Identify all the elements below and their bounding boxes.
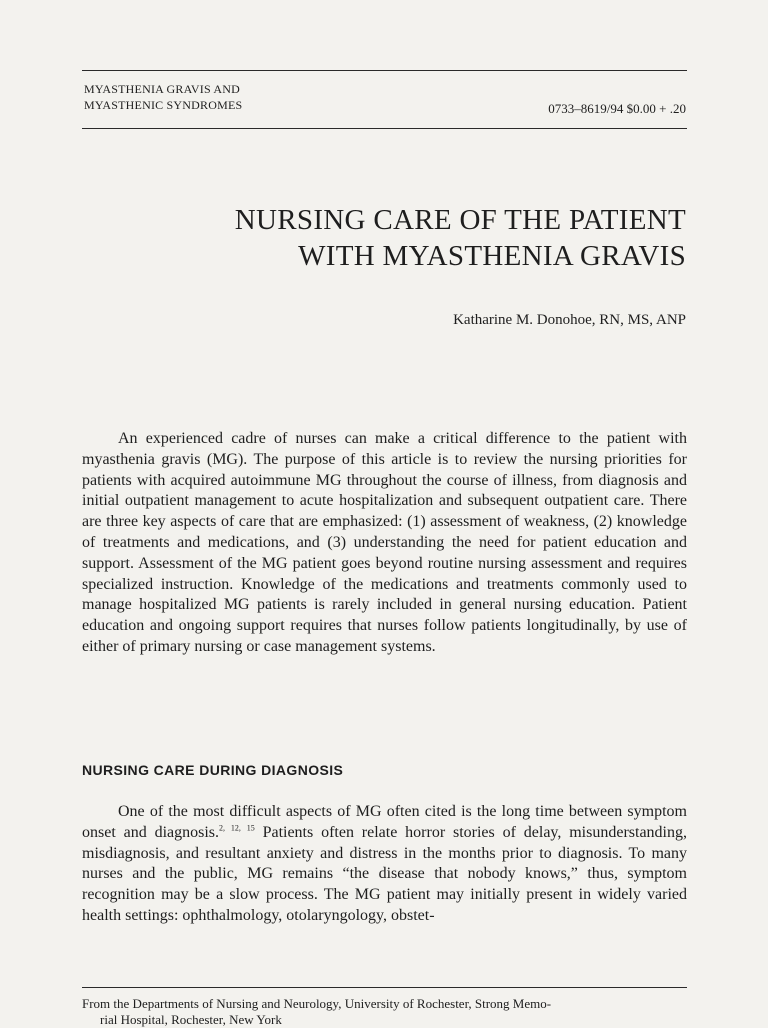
footnote-rule (82, 987, 687, 988)
body-text-part2: Patients often relate horror stories of delay, misunderstanding, misdiagnosis, and resultant anxiety and distress in the months prior to diagnosis. To many nurses and the public, MG remains “the disease that nobody knows,” thus, symptom recognition may be a slow process. The MG patient may initially present in widely varied health settings: ophthalmology, otolaryngology, obstet- (82, 823, 688, 924)
section-heading: NURSING CARE DURING DIAGNOSIS (82, 762, 344, 778)
series-title-line2: MYASTHENIC SYNDROMES (84, 98, 243, 112)
series-title-line1: MYASTHENIA GRAVIS AND (84, 82, 240, 96)
article-title-line1: NURSING CARE OF THE PATIENT (234, 204, 686, 236)
article-title-line2: WITH MYASTHENIA GRAVIS (298, 240, 686, 272)
body-text-part1: One of the most difficult aspects of MG often cited is the long time between symptom onset and diagnosis. (82, 803, 687, 841)
affiliation-footnote (82, 996, 687, 1028)
header-rule-top (82, 70, 687, 71)
article-title (86, 202, 686, 274)
article-code: 0733–8619/94 $0.00 + .20 (548, 101, 686, 116)
body-paragraph (82, 802, 687, 927)
author-byline: Katharine M. Donohoe, RN, MS, ANP (453, 312, 686, 328)
abstract-paragraph: An experienced cadre of nurses can make a critical difference to the patient with myasthenia gravis (MG). The purpose of this article is to review the nursing priorities for patients with acquired autoimmune MG throughout the course of illness, from diagnosis and initial outpatient management to acute hospitalization and subsequent outpatient care. There are three key aspects of care that are emphasized: (1) assessment of weakness, (2) knowledge of treatments and medications, and (3) understanding the need for patient education and support. Assessment of the MG patient goes beyond routine nursing assessment and requires specialized instruction. Knowledge of the medications and treatments commonly used to manage hospitalized MG patients is rarely included in general nursing education. Patient education and ongoing support requires that nurses follow patients longitudinally, by use of either of primary nursing or case management systems. (82, 430, 687, 655)
footnote-line1: From the Departments of Nursing and Neurology, University of Rochester, Strong Memo- (82, 996, 552, 1011)
footnote-line2: rial Hospital, Rochester, New York (100, 1012, 282, 1027)
citation-refs: 2, 12, 15 (219, 823, 255, 833)
header-rule-bottom (82, 128, 687, 129)
running-head (84, 81, 242, 113)
